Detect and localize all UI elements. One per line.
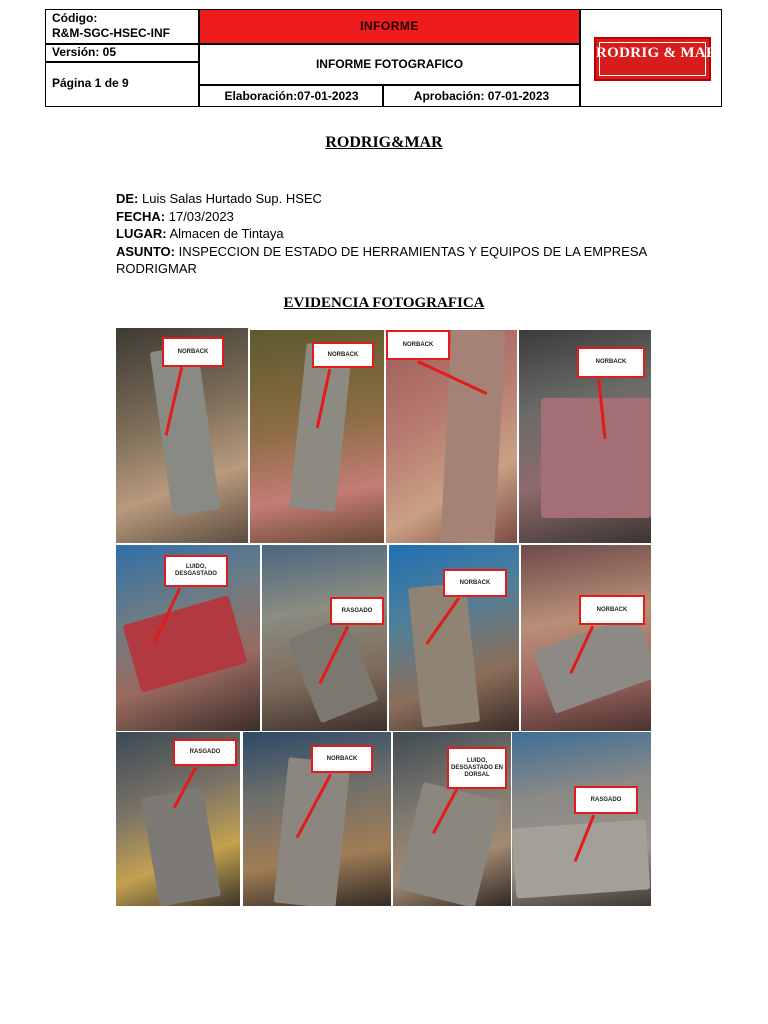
report-title: INFORME	[200, 10, 579, 43]
harness-strap	[512, 819, 650, 898]
photo-6	[262, 545, 387, 731]
from-value: Luis Salas Hurtado Sup. HSEC	[142, 191, 322, 206]
date-key: FECHA:	[116, 208, 166, 224]
company-logo	[594, 37, 718, 81]
photo-label: NORBACK	[579, 595, 645, 625]
page-number: Página 1 de 9	[52, 76, 129, 90]
subject-row	[116, 243, 656, 278]
place-key: LUGAR:	[116, 226, 167, 241]
place-value: Almacen de Tintaya	[169, 226, 284, 241]
logo-text: RODRIG & MAR	[596, 45, 718, 61]
photo-8	[521, 545, 651, 731]
photo-label: NORBACK	[311, 745, 373, 773]
photo-label: NORBACK	[386, 330, 450, 360]
photo-label: RASGADO	[574, 786, 638, 814]
code-value: R&M-SGC-HSEC-INF	[52, 26, 170, 40]
place-row	[116, 225, 656, 243]
date-value: 17/03/2023	[168, 208, 234, 224]
subject-value: INSPECCION DE ESTADO DE HERRAMIENTAS Y EQUIPOS DE LA EMPRESA RODRIGMAR	[116, 243, 647, 276]
harness-strap	[440, 330, 505, 543]
report-metadata	[116, 190, 656, 278]
photo-10	[243, 732, 391, 906]
harness-strap	[541, 398, 651, 518]
photo-label: LUIDO, DESGASTADO EN DORSAL	[447, 747, 507, 789]
photo-11	[393, 732, 511, 906]
photo-2	[250, 330, 384, 543]
evidence-title: EVIDENCIA FOTOGRAFICA	[283, 295, 485, 311]
date-row	[116, 208, 656, 226]
photo-label: NORBACK	[312, 342, 374, 368]
from-row	[116, 190, 656, 208]
report-subtitle: INFORME FOTOGRAFICO	[315, 57, 464, 71]
photo-label: RASGADO	[173, 739, 237, 766]
document-code	[46, 10, 199, 44]
photo-label: LUIDO, DESGASTADO	[164, 555, 228, 587]
photo-1	[116, 328, 248, 543]
photo-7	[389, 545, 519, 731]
subject-key: ASUNTO:	[116, 243, 175, 259]
photo-label: NORBACK	[162, 337, 224, 367]
photo-4	[519, 330, 651, 543]
document-title: RODRIG&MAR	[325, 134, 443, 151]
divider	[579, 10, 581, 106]
code-label: Código:	[52, 11, 98, 25]
photo-9	[116, 732, 240, 906]
photo-label: NORBACK	[443, 569, 507, 597]
photo-5	[116, 545, 260, 731]
photo-label: RASGADO	[330, 597, 384, 625]
photo-3	[386, 330, 517, 543]
document-header	[45, 9, 722, 107]
elaboration-date: Elaboración:07-01-2023	[224, 89, 359, 103]
approval-date: Aprobación: 07-01-2023	[413, 89, 550, 103]
photo-label: NORBACK	[577, 347, 645, 378]
photo-12	[512, 732, 651, 906]
from-key: DE:	[116, 191, 139, 206]
document-version: Versión: 05	[52, 45, 117, 59]
